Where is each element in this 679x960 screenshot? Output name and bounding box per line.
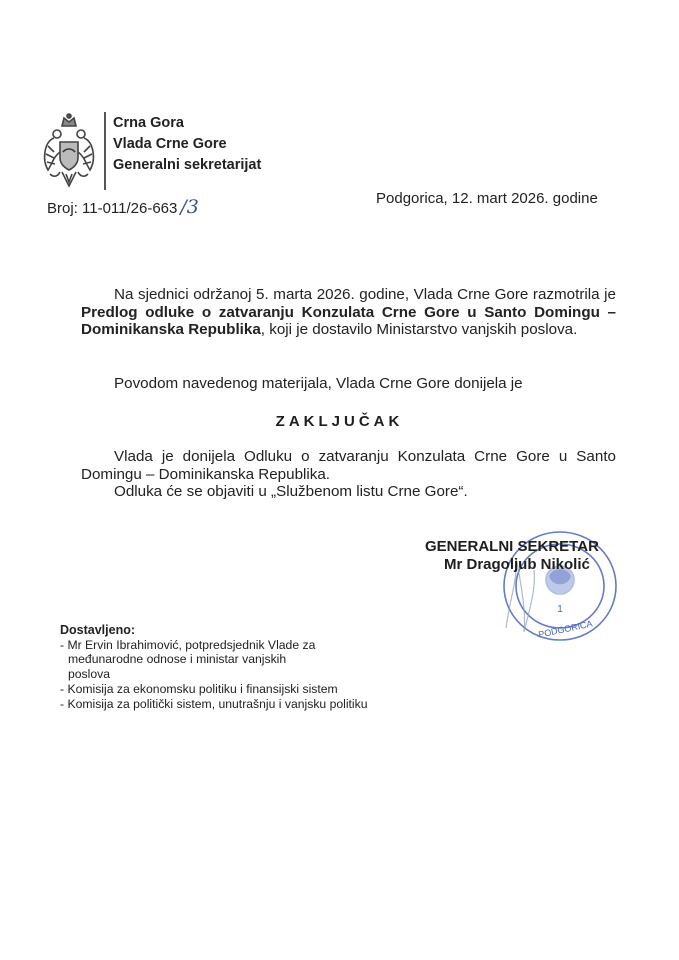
coat-of-arms-icon (40, 112, 98, 192)
paragraph-intro: Povodom navedenog materijala, Vlada Crne Gore donijela je (114, 375, 523, 392)
svg-text:PODGORICA: PODGORICA (537, 618, 594, 640)
header-government: Vlada Crne Gore (113, 136, 227, 152)
distribution-list (60, 623, 368, 711)
header-country: Crna Gora (113, 115, 184, 131)
reference-number (47, 196, 199, 218)
signatory-name: Mr Dragoljub Nikolić (444, 556, 590, 573)
proposal-title: Predlog odluke o zatvaranju Konzulata Crne Gore u Santo Domingu – Dominikanska Republika (81, 303, 616, 338)
paragraph-session-text-1: Na sjednici održanoj 5. marta 2026. godine, Vlada Crne Gore razmotrila je (114, 286, 616, 303)
distribution-item: - Komisija za ekonomsku politiku i finansijski sistem (60, 681, 338, 696)
reference-number-text: Broj: 11-011/26-663 (47, 200, 178, 217)
distribution-item: - Komisija za politički sistem, unutrašnju i vanjsku politiku (60, 696, 368, 711)
signatory-title: GENERALNI SEKRETAR (425, 538, 599, 555)
distribution-title: Dostavljeno: (60, 623, 136, 637)
paragraph-decision: Vlada je donijela Odluku o zatvaranju Konzulata Crne Gore u Santo Domingu – Dominikanska Republika. (81, 448, 616, 483)
paragraph-session (81, 286, 616, 339)
paragraph-publication: Odluka će se objaviti u „Službenom listu Crne Gore“. (114, 483, 468, 500)
svg-text:1: 1 (557, 604, 563, 615)
date-line: Podgorica, 12. mart 2026. godine (376, 190, 598, 207)
header-institution (113, 113, 261, 176)
handwritten-suffix: /3 (180, 196, 199, 218)
header-department: Generalni sekretarijat (113, 157, 262, 173)
conclusion-heading: ZAKLJUČAK (275, 413, 404, 430)
paragraph-session-text-2: , koji je dostavilo Ministarstvo vanjskih poslova. (260, 321, 578, 338)
distribution-item: - Mr Ervin Ibrahimović, potpredsjednik Vlade za međunarodne odnose i ministar vanjskih poslova (60, 637, 316, 682)
header-divider (104, 112, 106, 190)
